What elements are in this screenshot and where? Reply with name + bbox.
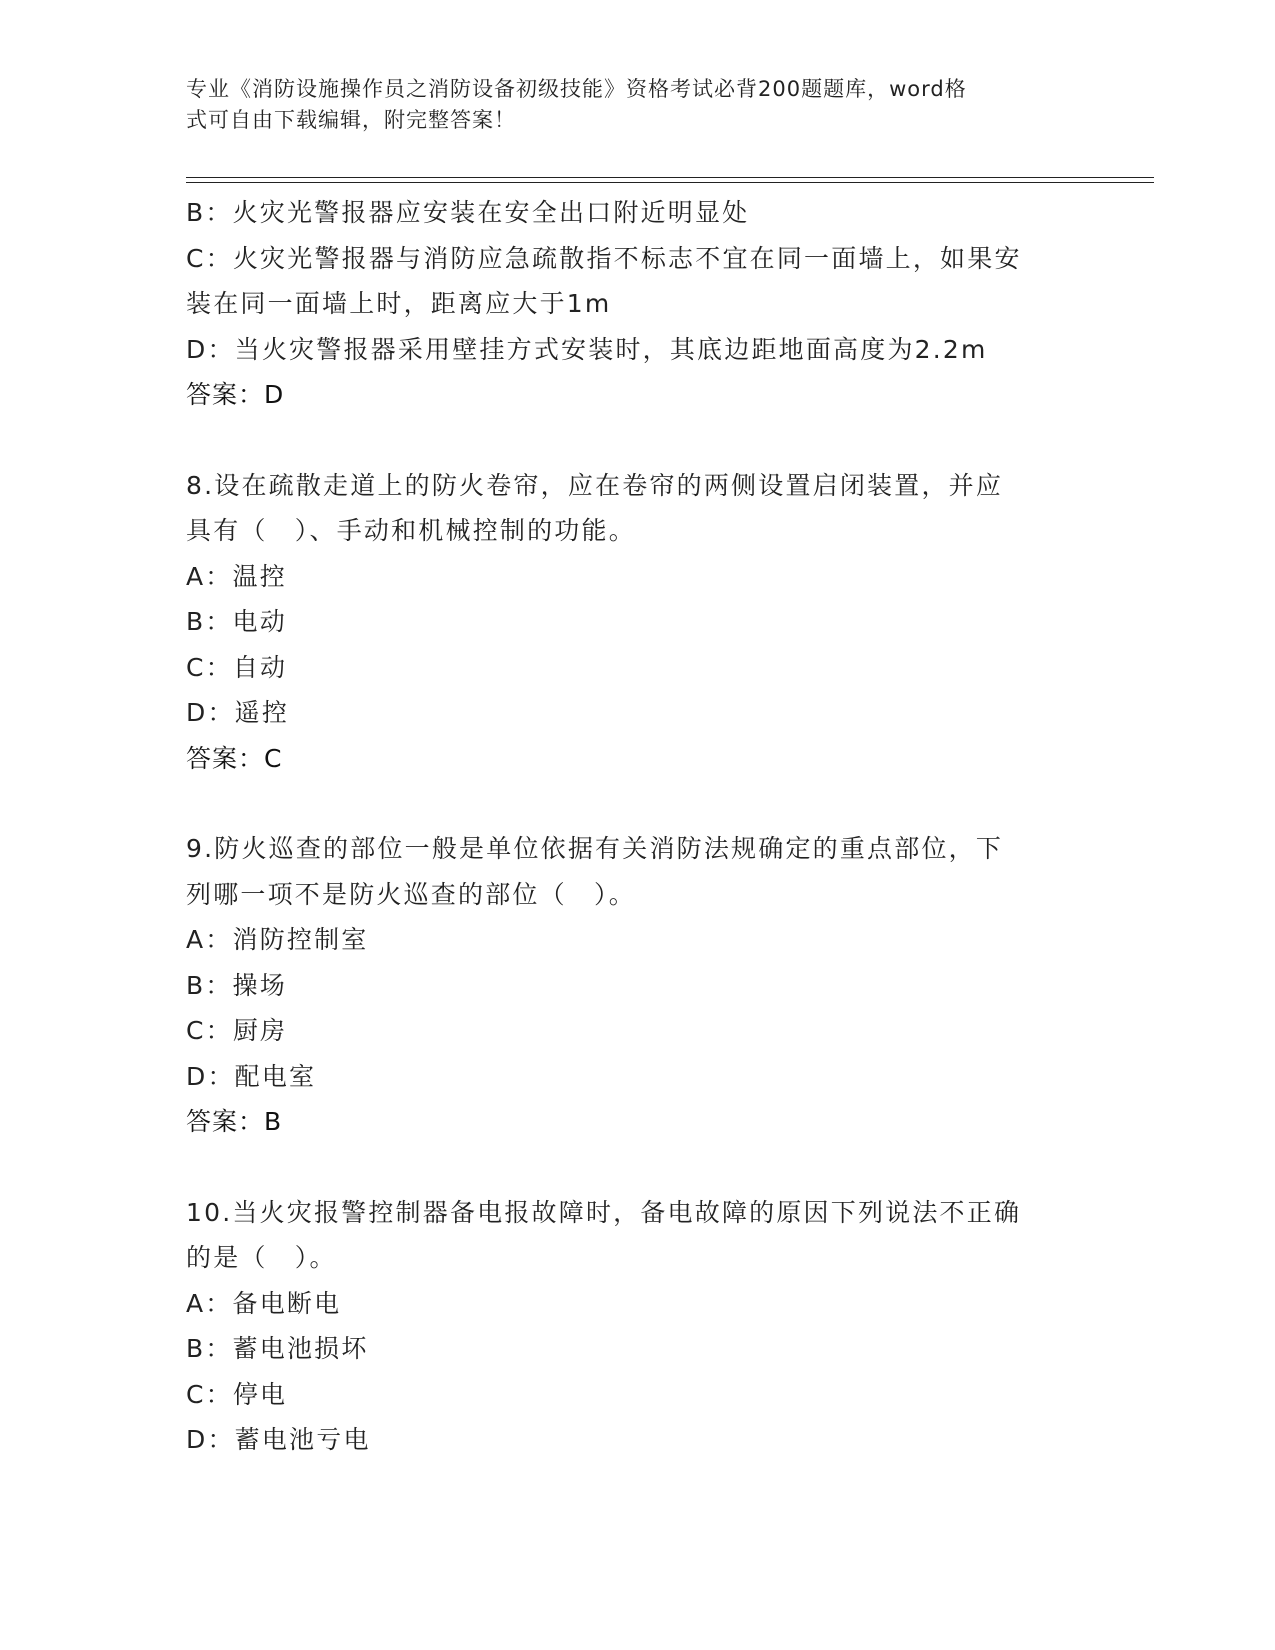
option-c-continued: 装在同一面墙上时，距离应大于1m: [186, 289, 612, 318]
option-b: B：火灾光警报器应安装在安全出口附近明显处: [186, 198, 750, 227]
option-b: B：电动: [186, 607, 287, 636]
option-b: B：蓄电池损坏: [186, 1334, 369, 1363]
question-stem-line-2: 具有（ ）、手动和机械控制的功能。: [186, 516, 636, 545]
question-stem-line-1: 8.设在疏散走道上的防火卷帘，应在卷帘的两侧设置启闭装置，并应: [186, 470, 1004, 500]
option-c: C：厨房: [186, 1016, 288, 1045]
option-c: C：停电: [186, 1379, 288, 1409]
question-8: [186, 463, 1086, 782]
option-a: A：消防控制室: [186, 925, 369, 954]
option-b: B：操场: [186, 970, 287, 1000]
question-stem-line-2: 列哪一项不是防火巡查的部位（ ）。: [186, 879, 636, 909]
answer: 答案：C: [186, 743, 283, 773]
option-d: D：配电室: [186, 1061, 317, 1091]
question-10: [186, 1190, 1086, 1463]
option-d: D：遥控: [186, 698, 290, 727]
answer: 答案：B: [186, 1107, 283, 1136]
header-divider-bottom: [186, 182, 1154, 183]
option-d: D：蓄电池亏电: [186, 1425, 371, 1454]
option-c: C：自动: [186, 652, 288, 682]
answer: 答案：D: [186, 380, 285, 409]
document-header: [186, 74, 1066, 136]
header-line-1: 专业《消防设施操作员之消防设备初级技能》资格考试必背200题题库，word格: [186, 77, 967, 101]
option-a: A：备电断电: [186, 1288, 342, 1318]
question-list: [186, 190, 1086, 1463]
question-stem-line-1: 10.当火灾报警控制器备电报故障时，备电故障的原因下列说法不正确: [186, 1197, 1022, 1227]
option-a: A：温控: [186, 561, 287, 591]
question-7-continued: [186, 190, 1086, 418]
option-d: D：当火灾警报器采用壁挂方式安装时，其底边距地面高度为2.2m: [186, 334, 988, 364]
option-c: C：火灾光警报器与消防应急疏散指不标志不宜在同一面墙上，如果安: [186, 243, 1022, 273]
header-divider-top: [186, 177, 1154, 178]
header-line-2: 式可自由下载编辑，附完整答案！: [186, 108, 516, 132]
question-stem-line-1: 9.防火巡查的部位一般是单位依据有关消防法规确定的重点部位，下: [186, 834, 1004, 863]
question-stem-line-2: 的是（ ）。: [186, 1243, 337, 1272]
question-9: [186, 826, 1086, 1145]
